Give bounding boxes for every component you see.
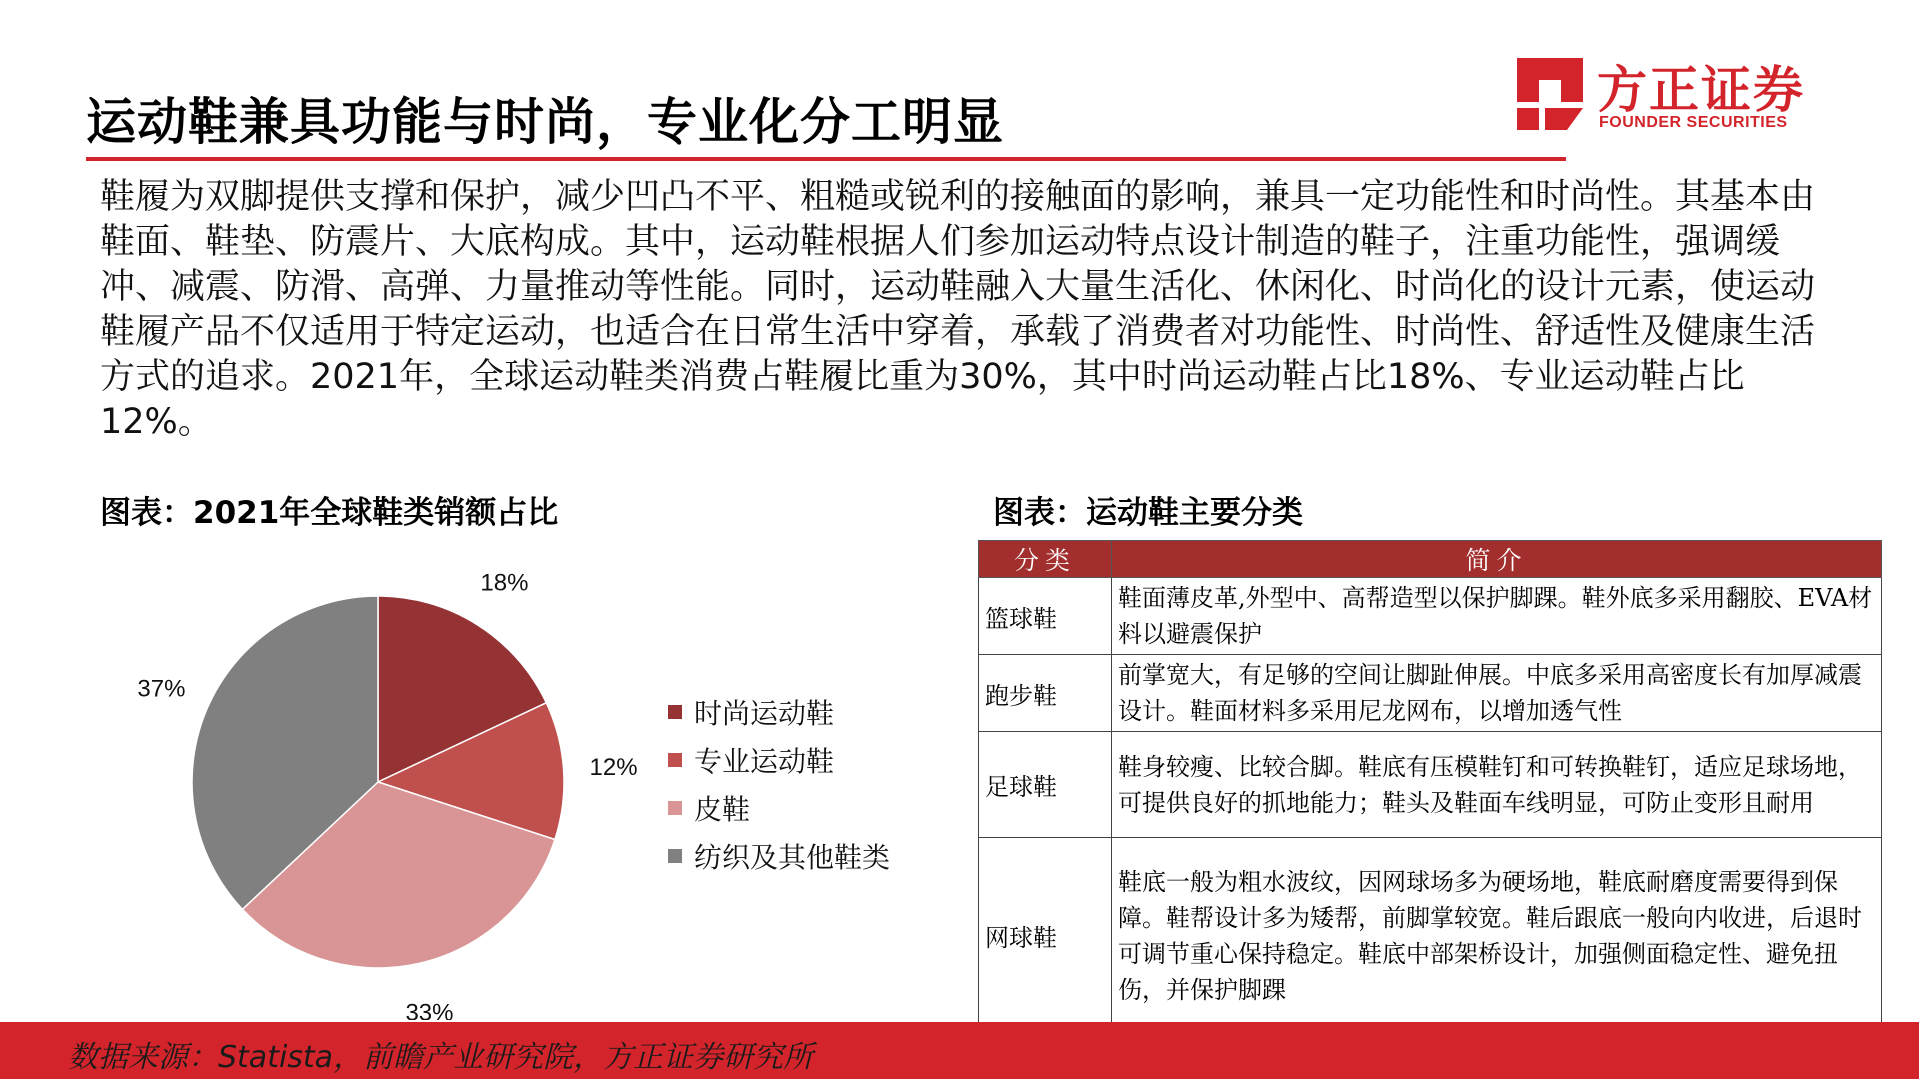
table-row — [979, 655, 1882, 732]
row-category: 篮球鞋 — [979, 578, 1112, 655]
row-description: 鞋身较瘦、比较合脚。鞋底有压模鞋钉和可转换鞋钉，适应足球场地，可提供良好的抓地能力；鞋头及鞋面车线明显，可防止变形且耐用 — [1112, 732, 1882, 838]
row-category: 网球鞋 — [979, 838, 1112, 1034]
table-row — [979, 732, 1882, 838]
legend-label: 皮鞋 — [694, 793, 751, 826]
header-category: 分类 — [979, 541, 1112, 578]
table-row — [979, 838, 1882, 1034]
legend-item-fashion-sneakers — [668, 688, 890, 736]
legend-swatch — [668, 801, 682, 815]
table-row — [979, 578, 1882, 655]
founder-logo-icon — [1505, 52, 1589, 136]
pie-label-leather-shoes: 33% — [405, 999, 454, 1020]
founder-securities-logo — [1505, 52, 1825, 142]
logo-chinese-name: 方正证券 — [1597, 61, 1805, 119]
footer-bar — [0, 1022, 1919, 1079]
row-category: 跑步鞋 — [979, 655, 1112, 732]
pie-label-textile-other-shoes: 37% — [137, 675, 186, 703]
table-header-row — [979, 541, 1882, 578]
table-caption: 图表：运动鞋主要分类 — [993, 495, 1303, 531]
pie-label-performance-sneakers: 12% — [589, 754, 638, 782]
page-title: 运动鞋兼具功能与时尚，专业化分工明显 — [86, 93, 1004, 151]
legend-item-performance-sneakers — [668, 736, 890, 784]
legend-item-leather-shoes — [668, 784, 890, 832]
legend-swatch — [668, 849, 682, 863]
row-description: 鞋底一般为粗水波纹，因网球场多为硬场地，鞋底耐磨度需要得到保障。鞋帮设计多为矮帮，前脚掌较宽。鞋后跟底一般向内收进，后退时可调节重心保持稳定。鞋底中部架桥设计，加强侧面稳定性、避免扭伤，并保护脚踝 — [1112, 838, 1882, 1034]
row-description: 前掌宽大，有足够的空间让脚趾伸展。中底多采用高密度长有加厚减震设计。鞋面材料多采用尼龙网布，以增加透气性 — [1112, 655, 1882, 732]
legend-item-textile-other-shoes — [668, 832, 890, 880]
intro-paragraph: 鞋履为双脚提供支撑和保护，减少凹凸不平、粗糙或锐利的接触面的影响，兼具一定功能性和时尚性。其基本由鞋面、鞋垫、防震片、大底构成。其中，运动鞋根据人们参加运动特点设计制造的鞋子，注重功能性，强调缓冲、减震、防滑、高弹、力量推动等性能。同时，运动鞋融入大量生活化、休闲化、时尚化的设计元素，使运动鞋履产品不仅适用于特定运动，也适合在日常生活中穿着，承载了消费者对功能性、时尚性、舒适性及健康生活方式的追求。2021年，全球运动鞋类消费占鞋履比重为30%，其中时尚运动鞋占比18%、专业运动鞋占比12%。 — [100, 177, 1816, 442]
legend-label: 纺织及其他鞋类 — [694, 841, 891, 874]
row-category: 足球鞋 — [979, 732, 1112, 838]
header-description: 简介 — [1112, 541, 1882, 578]
logo-english-name: FOUNDER SECURITIES — [1599, 114, 1788, 131]
pie-label-fashion-sneakers: 18% — [480, 569, 529, 597]
classification-table — [978, 540, 1882, 1034]
legend-swatch — [668, 705, 682, 719]
legend-swatch — [668, 753, 682, 767]
legend-label: 时尚运动鞋 — [694, 697, 835, 730]
chart-legend — [668, 688, 890, 880]
legend-label: 专业运动鞋 — [694, 745, 835, 778]
data-source: 数据来源：Statista，前瞻产业研究院，方正证券研究所 — [68, 1040, 814, 1075]
row-description: 鞋面薄皮革,外型中、高帮造型以保护脚踝。鞋外底多采用翻胶、EVA材料以避震保护 — [1112, 578, 1882, 655]
chart-caption: 图表：2021年全球鞋类销额占比 — [100, 495, 559, 531]
